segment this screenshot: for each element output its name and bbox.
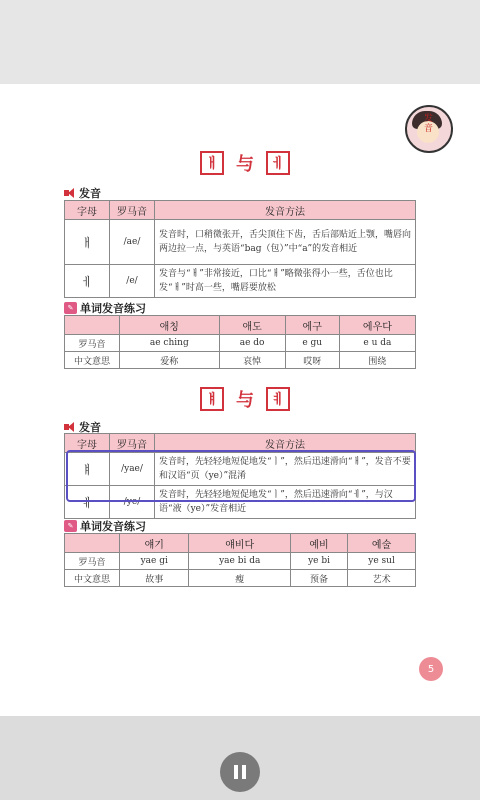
header-roman: 罗马音 (110, 201, 155, 220)
word-header: 얘기 (120, 534, 189, 553)
practice-label-2 (64, 518, 146, 534)
roman-cell: yae bi da (189, 553, 291, 570)
word-header: 애칭 (120, 316, 220, 335)
heading-left-char: ㅒ (200, 387, 224, 411)
roman-cell: /ye/ (110, 486, 155, 519)
top-bar (0, 0, 480, 84)
roman-cell: yae gi (120, 553, 189, 570)
row-label: 中文意思 (65, 352, 120, 369)
pronunciation-label-1 (64, 185, 101, 201)
pronunciation-label-text: 发音 (79, 421, 101, 434)
word-practice-icon: ✎ (64, 302, 77, 314)
meaning-cell: 围绕 (339, 352, 415, 369)
roman-cell: ae do (219, 335, 285, 352)
header-letter: 字母 (65, 201, 110, 220)
word-header: 에구 (285, 316, 339, 335)
word-header: 에우다 (339, 316, 415, 335)
speaker-icon (64, 422, 76, 432)
word-practice-icon: ✎ (64, 520, 77, 532)
meaning-cell: 哀悼 (219, 352, 285, 369)
section1-heading (200, 150, 290, 176)
header-letter: 字母 (65, 434, 110, 453)
meaning-cell: 瘦 (189, 570, 291, 587)
highlight-frame (66, 450, 416, 502)
header-method: 发音方法 (155, 434, 416, 453)
letter-cell: ㅐ (65, 220, 110, 265)
practice-label-text: 单词发音练习 (80, 302, 146, 315)
heading-right-char: ㅖ (266, 387, 290, 411)
meaning-cell: 故事 (120, 570, 189, 587)
pause-button[interactable] (220, 752, 260, 792)
meaning-cell: 艺术 (348, 570, 416, 587)
method-cell: 发音时，先轻轻地短促地发“ㅣ”，然后迅速滑向“ㅐ”，发音不要和汉语“页（ye）”混淆 (155, 453, 416, 486)
header-blank (65, 316, 120, 335)
letter-cell: ㅔ (65, 265, 110, 298)
practice-label-1 (64, 300, 146, 316)
meaning-cell: 预备 (290, 570, 347, 587)
roman-cell: ye bi (290, 553, 347, 570)
row-label: 罗马音 (65, 553, 120, 570)
pronunciation-table-1 (64, 200, 416, 298)
table-row (65, 335, 416, 352)
word-header: 예술 (348, 534, 416, 553)
roman-cell: e gu (285, 335, 339, 352)
word-header: 예비 (290, 534, 347, 553)
avatar-text: 发音 (424, 114, 434, 134)
pause-icon (242, 765, 246, 779)
table-row (65, 352, 416, 369)
table-header-row (65, 534, 416, 553)
row-label: 罗马音 (65, 335, 120, 352)
header-blank (65, 534, 120, 553)
page-number-badge: 5 (419, 657, 443, 681)
speaker-icon (64, 188, 76, 198)
pronunciation-label-text: 发音 (79, 187, 101, 200)
word-header: 얘비다 (189, 534, 291, 553)
roman-cell: ae ching (120, 335, 220, 352)
table-row (65, 265, 416, 298)
practice-table-2 (64, 533, 416, 587)
heading-connector: 与 (236, 154, 254, 175)
heading-left-char: ㅐ (200, 151, 224, 175)
letter-cell: ㅖ (65, 486, 110, 519)
table-row (65, 570, 416, 587)
method-cell: 发音与“ㅐ”非常接近，口比“ㅐ”略微张得小一些，舌位也比发“ㅐ”时高一些，嘴唇要放松 (155, 265, 416, 298)
roman-cell: /ae/ (110, 220, 155, 265)
section2-heading (200, 386, 290, 412)
method-cell: 发音时，先轻轻地短促地发“ㅣ”，然后迅速滑向“ㅔ”，与汉语“液（ye）”发音相近 (155, 486, 416, 519)
roman-cell: e u da (339, 335, 415, 352)
table-row (65, 553, 416, 570)
row-label: 中文意思 (65, 570, 120, 587)
method-cell: 发音时，口稍微张开，舌尖顶住下齿，舌后部贴近上颚，嘴唇向两边拉一点，与英语“bag（包）”中“a”的发音相近 (155, 220, 416, 265)
roman-cell: /yae/ (110, 453, 155, 486)
heading-right-char: ㅔ (266, 151, 290, 175)
header-method: 发音方法 (155, 201, 416, 220)
heading-connector: 与 (236, 390, 254, 411)
practice-label-text: 单词发音练习 (80, 520, 146, 533)
table-header-row (65, 316, 416, 335)
roman-cell: /e/ (110, 265, 155, 298)
meaning-cell: 哎呀 (285, 352, 339, 369)
pause-icon (234, 765, 238, 779)
meaning-cell: 爱称 (120, 352, 220, 369)
table-row (65, 220, 416, 265)
practice-table-1 (64, 315, 416, 369)
letter-cell: ㅒ (65, 453, 110, 486)
word-header: 애도 (219, 316, 285, 335)
table-header-row (65, 201, 416, 220)
roman-cell: ye sul (348, 553, 416, 570)
header-roman: 罗马音 (110, 434, 155, 453)
